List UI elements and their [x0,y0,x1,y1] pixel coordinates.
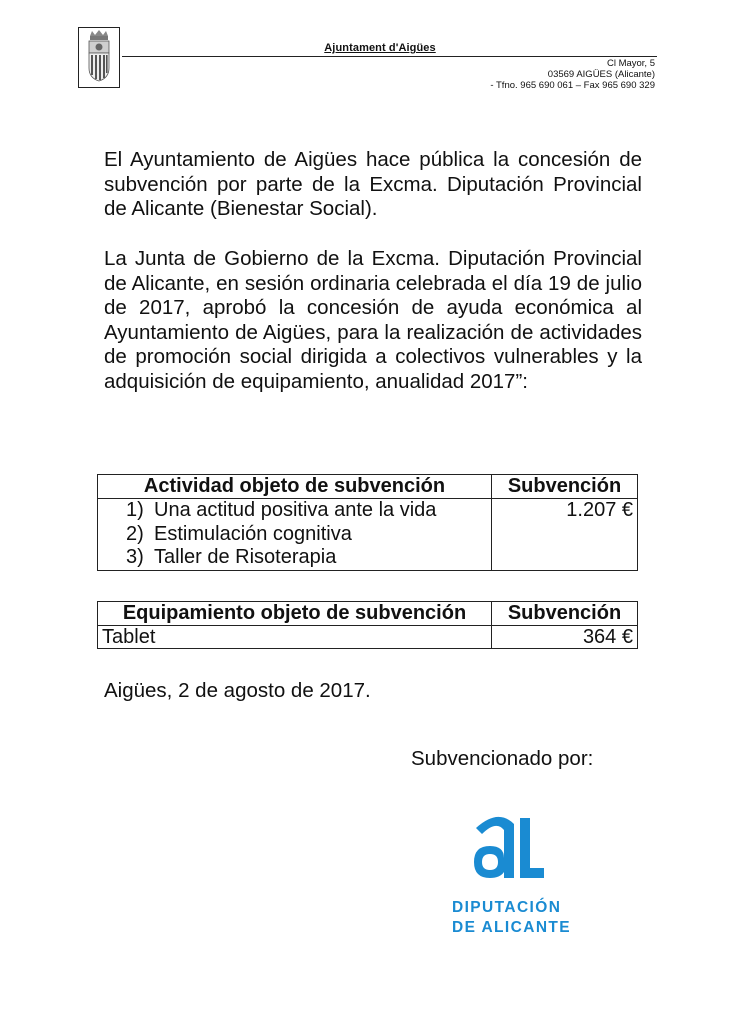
equipment-table [97,601,638,649]
activity-list [102,499,487,570]
table-row [98,626,638,649]
logo-line-2: DE ALICANTE [452,919,572,936]
amount-column-header: Subvención [492,602,638,626]
activities-table [97,474,638,571]
activity-amount: 1.207 € [492,499,638,571]
item-number: 1) [126,499,144,521]
announcement-paragraph: El Ayuntamiento de Aigües hace pública la concesión de subvención por parte de la Excma. Diputación Provincial de Alicante (Bienestar Social). [104,148,642,221]
address-city: 03569 AIGÜES (Alicante) [547,69,655,80]
table-header-row [98,602,638,626]
item-label: Estimulación cognitiva [154,522,352,545]
org-name: Ajuntament d'Aigües [324,42,436,54]
crest-icon [79,28,119,87]
header-rule [122,56,657,57]
equipment-amount: 364 € [492,626,638,649]
item-label: Una actitud positiva ante la vida [154,499,437,521]
amount-column-header: Subvención [492,475,638,499]
table-row [98,499,638,571]
resolution-paragraph: La Junta de Gobierno de la Excma. Diputación Provincial de Alicante, en sesión ordinaria celebrada el día 19 de julio de 2017, aprobó la concesión de ayuda económica al Ayuntamiento de Aigües, para la realización de actividades de promoción social dirigida a colectivos vulnerables y la adquisición de equipamiento, anualidad 2017”: [104,247,642,393]
equipment-column-header: Equipamiento objeto de subvención [98,602,492,626]
logo-line-1: DIPUTACIÓN [452,899,562,916]
activity-column-header: Actividad objeto de subvención [98,475,492,499]
list-item [102,499,487,523]
municipal-crest [78,27,120,88]
item-number: 3) [126,546,144,568]
address-phone-fax: - Tfno. 965 690 061 – Fax 965 690 329 [490,80,655,91]
list-item [102,546,487,570]
subsidized-by-label: Subvencionado por: [411,747,594,770]
date-line: Aigües, 2 de agosto de 2017. [104,679,371,702]
item-number: 2) [126,522,144,545]
list-item [102,523,487,547]
table-header-row [98,475,638,499]
activity-list-cell [98,499,492,571]
equipment-item: Tablet [98,626,492,649]
item-label: Taller de Risoterapia [154,546,337,568]
address-street: Cl Mayor, 5 [606,58,655,69]
